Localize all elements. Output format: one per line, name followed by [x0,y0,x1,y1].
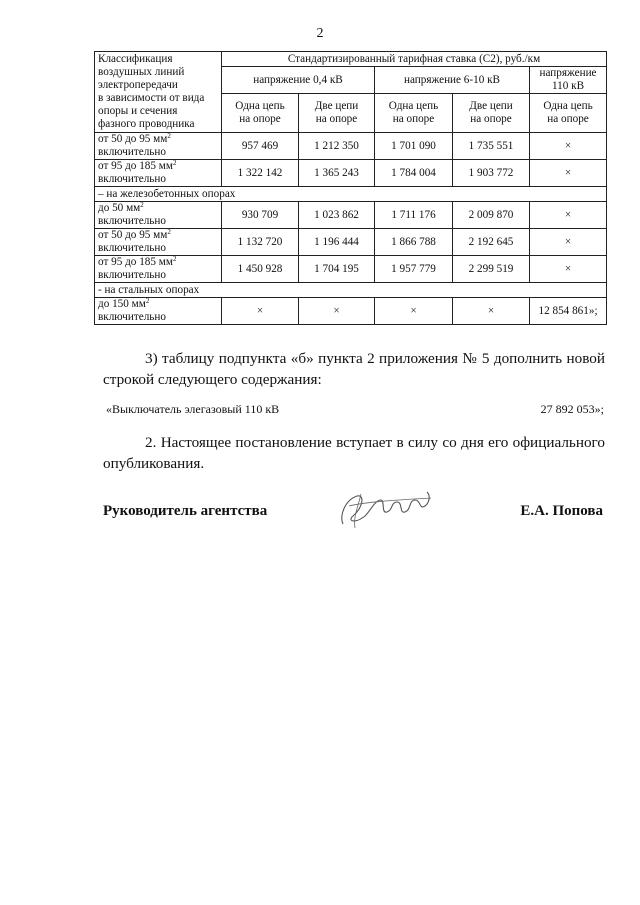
table-cell: 2 009 870 [453,202,530,229]
table-cell: × [530,202,607,229]
added-row [106,402,604,417]
voltage-04-header: напряжение 0,4 кВ [222,67,375,94]
table-cell: 1 711 176 [375,202,453,229]
two-circuits-header: Две цепи на опоре [453,94,530,133]
table-cell: 1 023 862 [299,202,375,229]
one-circuit-header: Одна цепь на опоре [375,94,453,133]
table-cell: 1 196 444 [299,229,375,256]
table-cell: 1 701 090 [375,133,453,160]
row-label: до 150 $мм^2$ включительно [95,298,222,325]
table-cell: × [530,133,607,160]
table-cell: 1 704 195 [299,256,375,283]
two-circuits-header: Две цепи на опоре [299,94,375,133]
table-cell: 957 469 [222,133,299,160]
row-label: от 50 до 95 $мм^2$ включительно [95,229,222,256]
table-cell: 1 866 788 [375,229,453,256]
added-row-label: «Выключатель элегазовый 110 кВ [106,402,280,416]
table-cell: × [530,229,607,256]
table-section-row [95,187,607,202]
voltage-6-10-header: напряжение 6-10 кВ [375,67,530,94]
table-section-row [95,283,607,298]
table-row [95,133,607,160]
voltage-110-header: напряжение 110 кВ [530,67,607,94]
table-cell: 2 299 519 [453,256,530,283]
one-circuit-header: Одна цепь на опоре [222,94,299,133]
table-cell: 1 212 350 [299,133,375,160]
signatory-name: Е.А. Попова [520,503,603,519]
table-row [95,256,607,283]
added-row-value: 27 892 053»; [540,402,604,416]
table-cell: 1 365 243 [299,160,375,187]
one-circuit-header: Одна цепь на опоре [530,94,607,133]
signatory-role: Руководитель агентства [103,503,268,519]
table-cell: × [530,256,607,283]
row-label: от 95 до 185 $мм^2$ включительно [95,160,222,187]
table-cell: × [530,160,607,187]
table-cell: 1 903 772 [453,160,530,187]
table-row [95,202,607,229]
page-number: 2 [316,26,324,41]
table-cell: × [453,298,530,325]
table-cell: 930 709 [222,202,299,229]
table-cell: 12 854 861»; [530,298,607,325]
section-label: – на железобетонных опорах [95,187,607,202]
handwritten-signature [335,486,435,534]
table-cell: 1 450 928 [222,256,299,283]
paragraph-3: 3) таблицу подпункта «б» пункта 2 приложения № 5 дополнить новой строкой следующего содержания: [103,350,605,388]
tariff-table [94,51,607,325]
classification-header: Классификация воздушных линий электропередачи в зависимости от вида опоры и сечения фазного проводника [95,52,222,133]
table-cell: × [375,298,453,325]
table-cell: × [299,298,375,325]
table-row [95,229,607,256]
table-cell: 2 192 645 [453,229,530,256]
rate-header: Стандартизированный тарифная ставка (С2), руб./км [222,52,607,67]
table-row [95,298,607,325]
table-cell: 1 132 720 [222,229,299,256]
table-row [95,160,607,187]
table-cell: 1 784 004 [375,160,453,187]
section-label: - на стальных опорах [95,283,607,298]
table-cell: × [222,298,299,325]
paragraph-final: 2. Настоящее постановление вступает в силу со дня его официального опубликования. [103,434,605,472]
row-label: от 50 до 95 $мм^2$ включительно [95,133,222,160]
row-label: от 95 до 185 $мм^2$ включительно [95,256,222,283]
table-cell: 1 322 142 [222,160,299,187]
table-cell: 1 735 551 [453,133,530,160]
table-cell: 1 957 779 [375,256,453,283]
row-label: до 50 $мм^2$ включительно [95,202,222,229]
